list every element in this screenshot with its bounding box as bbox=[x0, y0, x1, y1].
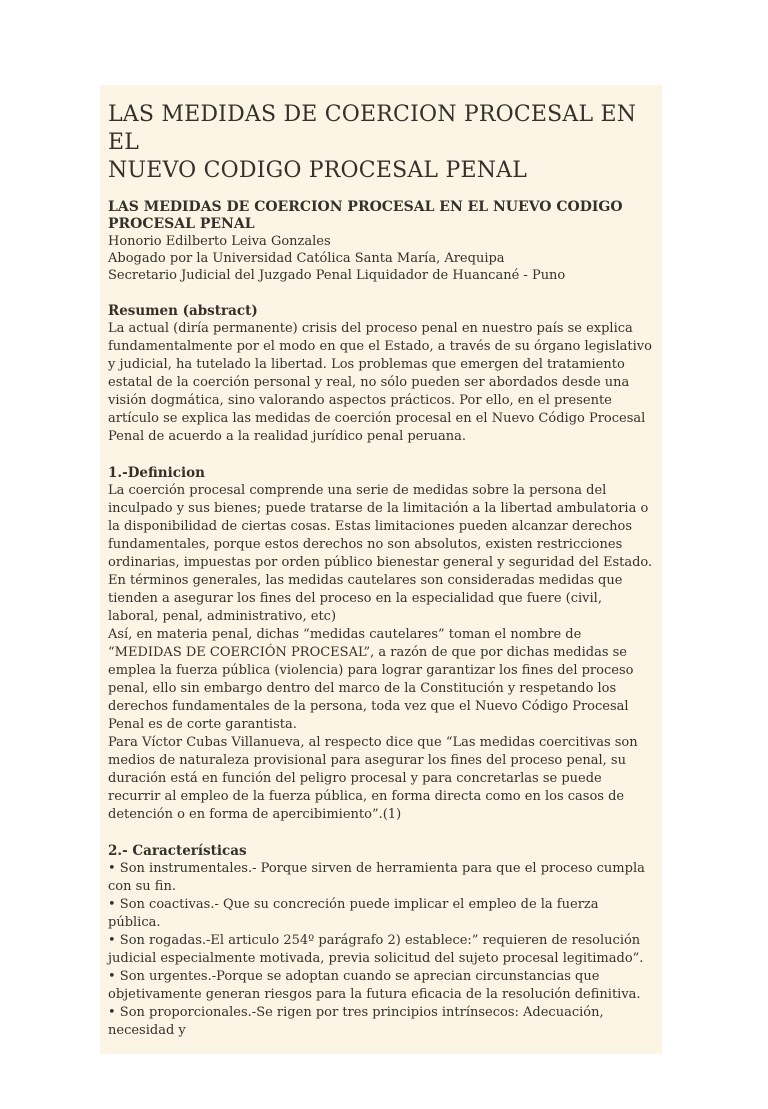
subtitle-line-2: PROCESAL PENAL bbox=[108, 216, 255, 232]
section-1-paragraph-4: Para Víctor Cubas Villanueva, al respecto dice que “Las medidas coercitivas son medios de naturaleza provisional para asegurar los fines del proceso penal, su duración está en función del peligro procesal y para concretarlas se puede recurrir al empleo de la fuerza pública, en forma directa como en los casos de detención o en forma de apercibimiento”.(1) bbox=[108, 735, 638, 822]
section-1-paragraph-1: La coerción procesal comprende una serie de medidas sobre la persona del inculpado y sus bienes; puede tratarse de la limitación a la libertad ambulatoria o la disponibilidad de ciertas cosas. Estas limitaciones pueden alcanzar derechos fundamentales, porque estos derechos no son absolutos, existen restricciones ordinarias, impuestas por orden público bienestar general y seguridad del Estado. bbox=[108, 483, 653, 570]
abstract-heading: Resumen (abstract) bbox=[108, 303, 258, 319]
section-1-heading: 1.-Definicion bbox=[108, 465, 205, 481]
main-title-line-1: LAS MEDIDAS DE COERCION PROCESAL EN EL bbox=[108, 102, 637, 155]
main-title-line-2: NUEVO CODIGO PROCESAL PENAL bbox=[108, 158, 528, 183]
byline-block bbox=[108, 233, 654, 284]
main-title bbox=[108, 101, 654, 185]
document-page bbox=[100, 85, 662, 1054]
bullet-item: • Son rogadas.-El articulo 254º parágrafo 2) establece:” requieren de resolución judicial especialmente motivada, previa solicitud del sujeto procesal legitimado”. bbox=[108, 933, 644, 966]
bullet-item: • Son instrumentales.- Porque sirven de herramienta para que el proceso cumpla con su fin. bbox=[108, 861, 645, 894]
bullet-item: • Son urgentes.-Porque se adoptan cuando se aprecian circunstancias que objetivamente generan riesgos para la futura eficacia de la resolución definitiva. bbox=[108, 969, 641, 1002]
author-name: Honorio Edilberto Leiva Gonzales bbox=[108, 234, 331, 249]
bullet-item: • Son coactivas.- Que su concreción puede implicar el empleo de la fuerza pública. bbox=[108, 897, 599, 930]
section-1-paragraph-3: Así, en materia penal, dichas “medidas cautelares” toman el nombre de “MEDIDAS DE COERCIÓN PROCESAL”, a razón de que por dichas medidas se emplea la fuerza pública (violencia) para lograr garantizar los fines del proceso penal, ello sin embargo dentro del marco de la Constitución y respetando los derechos fundamentales de la persona, toda vez que el Nuevo Código Procesal Penal es de corte garantista. bbox=[108, 627, 634, 732]
abstract-paragraph: La actual (diría permanente) crisis del proceso penal en nuestro país se explica fundamentalmente por el modo en que el Estado, a través de su órgano legislativo y judicial, ha tutelado la libertad. Los problemas que emergen del tratamiento estatal de la coerción personal y real, no sólo pueden ser abordados desde una visión dogmática, sino valorando aspectos prácticos. Por ello, en el presente artículo se explica las medidas de coerción procesal en el Nuevo Código Procesal Penal de acuerdo a la realidad jurídico penal peruana. bbox=[108, 321, 652, 444]
author-credential-1: Abogado por la Universidad Católica Santa María, Arequipa bbox=[108, 251, 505, 266]
subtitle-heading bbox=[108, 199, 654, 233]
author-credential-2: Secretario Judicial del Juzgado Penal Liquidador de Huancané - Puno bbox=[108, 268, 566, 283]
subtitle-line-1: LAS MEDIDAS DE COERCION PROCESAL EN EL NUEVO CODIGO bbox=[108, 199, 623, 215]
section-2-heading: 2.- Características bbox=[108, 843, 247, 859]
bullet-item: • Son proporcionales.-Se rigen por tres principios intrínsecos: Adecuación, necesidad y bbox=[108, 1005, 604, 1038]
section-1-paragraph-2: En términos generales, las medidas cautelares son consideradas medidas que tienden a asegurar los fines del proceso en la especialidad que fuere (civil, laboral, penal, administrativo, etc) bbox=[108, 573, 623, 624]
